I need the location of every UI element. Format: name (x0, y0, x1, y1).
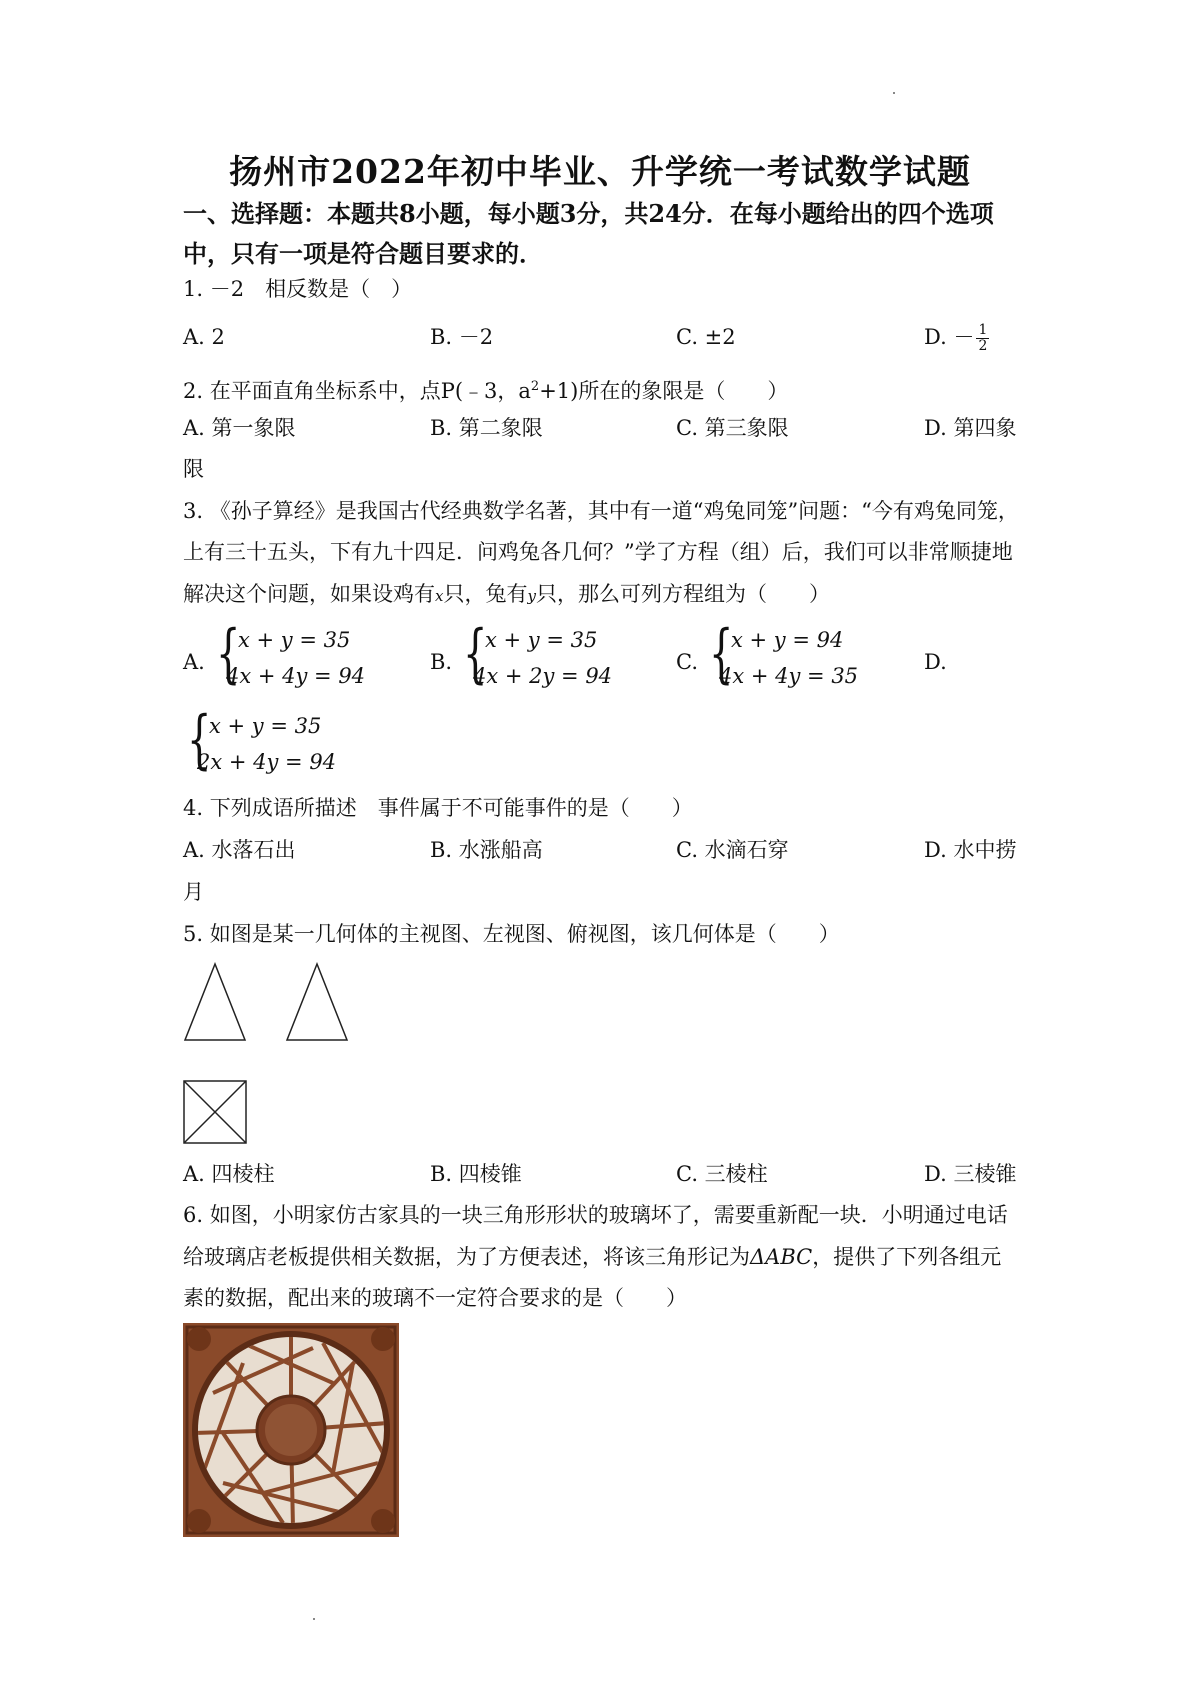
q2-stem (183, 373, 788, 405)
front-view-triangle (185, 964, 245, 1040)
q3-stem-line3 (183, 580, 830, 610)
speck (893, 92, 895, 94)
q4-stem: 4. 下列成语所描述 事件属于不可能事件的是（ ） (183, 796, 693, 820)
variable-x: x (435, 587, 444, 605)
medallion-inner (265, 1404, 317, 1456)
brace-icon: { (187, 703, 212, 777)
three-view-front-left (183, 962, 363, 1042)
equation-row: x + y = 94 (731, 628, 844, 652)
q2-option-a: A. 第一象限 (183, 416, 296, 440)
q2-stem-part: 2. 在平面直角坐标系中，点P(﹣3，a (183, 379, 531, 403)
q3-text: 只，兔有 (443, 582, 528, 606)
q6-text: ，提供了下列各组元 (812, 1245, 1002, 1269)
fraction-denominator: 2 (978, 338, 988, 354)
q2-option-d: D. 第四象 (924, 416, 1017, 440)
triangle-abc: ΔABC (750, 1245, 813, 1269)
equation-row: 2x + 4y = 94 (197, 750, 337, 774)
exam-title: 扬州市2022年初中毕业、升学统一考试数学试题 (229, 152, 971, 191)
q2-option-c: C. 第三象限 (676, 416, 789, 440)
q3-stem-line1: 3. 《孙子算经》是我国古代经典数学名著，其中有一道“鸡兔同笼”问题：“今有鸡兔同笼， (183, 499, 1019, 523)
q4-option-d: D. 水中捞 (924, 838, 1017, 862)
equation-row: 4x + 4y = 35 (719, 664, 859, 688)
q5-stem: 5. 如图是某一几何体的主视图、左视图、俯视图，该几何体是（ ） (183, 922, 840, 946)
section-heading-line1: 一、选择题：本题共8小题，每小题3分，共24分．在每小题给出的四个选项 (183, 199, 994, 228)
q3-option-d-label: D. (924, 650, 947, 674)
equation-row: x + y = 35 (209, 714, 322, 738)
q2-option-d-wrap: 限 (183, 457, 204, 481)
equation-row: x + y = 35 (485, 628, 598, 652)
q3-text: 解决这个问题，如果设鸡有 (183, 582, 435, 606)
q1-option-b: B. －2 (430, 325, 494, 349)
q3-option-b-label: B. (430, 650, 453, 674)
q2-superscript: 2 (530, 379, 540, 394)
q1-option-d (924, 323, 989, 354)
q6-stem-line2 (183, 1243, 1001, 1271)
brace-icon: { (216, 617, 241, 691)
equation-row: 4x + 4y = 94 (226, 664, 366, 688)
q4-option-a: A. 水落石出 (183, 838, 296, 862)
q4-option-b: B. 水涨船高 (430, 838, 543, 862)
q6-stem-line1: 6. 如图，小明家仿古家具的一块三角形形状的玻璃坏了，需要重新配一块．小明通过电话 (183, 1203, 1008, 1227)
q5-option-a: A. 四棱柱 (183, 1162, 275, 1186)
q4-option-c: C. 水滴石穿 (676, 838, 789, 862)
q1-option-a: A. 2 (183, 325, 225, 349)
equation-row: 4x + 2y = 94 (473, 664, 613, 688)
q3-stem-line2: 上有三十五头，下有九十四足．问鸡兔各几何？”学了方程（组）后，我们可以非常顺捷地 (183, 540, 1013, 564)
speck (313, 1618, 315, 1620)
antique-furniture-glass-image (183, 1323, 399, 1537)
variable-y: y (527, 587, 536, 605)
three-view-top (183, 1080, 249, 1146)
q3-option-a-label: A. (183, 650, 205, 674)
q5-option-b: B. 四棱锥 (430, 1162, 522, 1186)
left-view-triangle (287, 964, 347, 1040)
q5-option-c: C. 三棱柱 (676, 1162, 768, 1186)
q1-option-c: C. ±2 (676, 325, 736, 349)
q5-option-d: D. 三棱锥 (924, 1162, 1017, 1186)
brace-icon: { (709, 617, 734, 691)
q6-text: 给玻璃店老板提供相关数据，为了方便表述，将该三角形记为 (183, 1245, 750, 1269)
q1-stem: 1. －2 相反数是（ ） (183, 277, 413, 301)
q3-text: 只，那么可列方程组为（ ） (535, 582, 830, 606)
q2-option-b: B. 第二象限 (430, 416, 543, 440)
q1-option-d-prefix: D. － (924, 325, 975, 349)
q3-option-c-label: C. (676, 650, 698, 674)
brace-icon: { (463, 617, 488, 691)
section-heading-line2: 中，只有一项是符合题目要求的． (183, 239, 543, 268)
equation-row: x + y = 35 (238, 628, 351, 652)
fraction (976, 323, 989, 354)
q6-stem-line3: 素的数据，配出来的玻璃不一定符合要求的是（ ） (183, 1286, 687, 1310)
fraction-numerator: 1 (978, 322, 988, 338)
q4-option-d-wrap: 月 (183, 880, 204, 904)
q2-stem-part: +1)所在的象限是（ ） (539, 379, 789, 403)
